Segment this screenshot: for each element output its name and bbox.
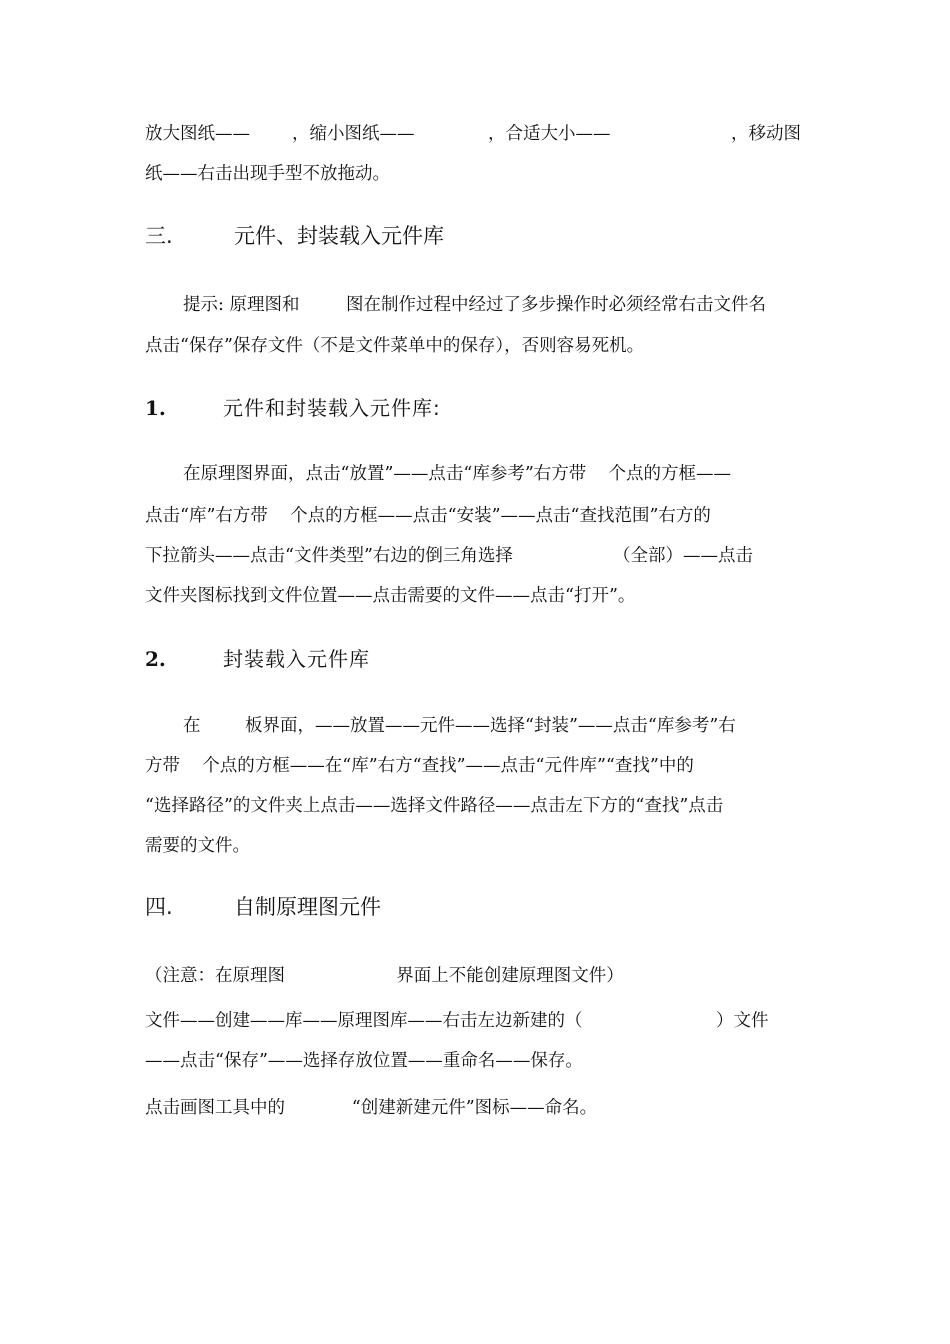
sub1-line-3: 下拉箭头——点击“文件类型”右边的倒三角选择 （全部）——点击	[145, 546, 754, 566]
section-4-line-2: ——点击“保存”——选择存放位置——重命名——保存。	[145, 1051, 583, 1071]
tip-line-2: 点击“保存”保存文件（不是文件菜单中的保存），否则容易死机。	[145, 336, 645, 356]
sub2-line-2: 方带 个点的方框——在“库”右方“查找”——点击“元件库”“查找”中的	[145, 756, 694, 776]
section-4-line-3: 点击画图工具中的 “创建新建元件”图标——命名。	[145, 1098, 598, 1118]
tip-line-1-b: 图在制作过程中经过了多步操作时必须经常右击文件名	[346, 295, 766, 315]
section-4-note: （注意：在原理图 界面上不能创建原理图文件）	[145, 966, 624, 986]
intro-move-text: ，移动图	[731, 124, 801, 144]
section-4-line-1: 文件——创建——库——原理图库——右击左边新建的（ ）文件	[145, 1011, 769, 1031]
section-4-number: 四.	[145, 895, 173, 919]
subsection-1-title: 元件和封装载入元件库:	[223, 396, 441, 420]
section-3-title: 元件、封装载入元件库	[234, 224, 444, 248]
tip-line-1-a: 提示: 原理图和	[183, 295, 300, 315]
intro-zoom-in-text: 放大图纸——	[145, 124, 250, 144]
subsection-2-number: 2.	[145, 647, 166, 671]
intro-fit-text: ，合适大小——	[488, 124, 611, 144]
sub1-line-4: 文件夹图标找到文件位置——点击需要的文件——点击“打开”。	[145, 586, 636, 606]
subsection-2-title: 封装载入元件库	[223, 647, 370, 671]
subsection-1-number: 1.	[145, 396, 166, 420]
sub1-line-2: 点击“库”右方带 个点的方框——点击“安装”——点击“查找范围”右方的	[145, 506, 711, 526]
sub1-line-1: 在原理图界面，点击“放置”——点击“库参考”右方带 个点的方框——	[183, 464, 732, 484]
sub2-line-4: 需要的文件。	[145, 836, 250, 856]
intro-line-2: 纸——右击出现手型不放拖动。	[145, 164, 390, 184]
section-3-number: 三.	[145, 224, 173, 248]
sub2-line-3: “选择路径”的文件夹上点击——选择文件路径——点击左下方的“查找”点击	[145, 796, 724, 816]
sub2-line-1: 在 板界面，——放置——元件——选择“封装”——点击“库参考”右	[183, 716, 736, 736]
intro-zoom-out-text: ，缩小图纸——	[292, 124, 415, 144]
section-4-title: 自制原理图元件	[234, 895, 381, 919]
